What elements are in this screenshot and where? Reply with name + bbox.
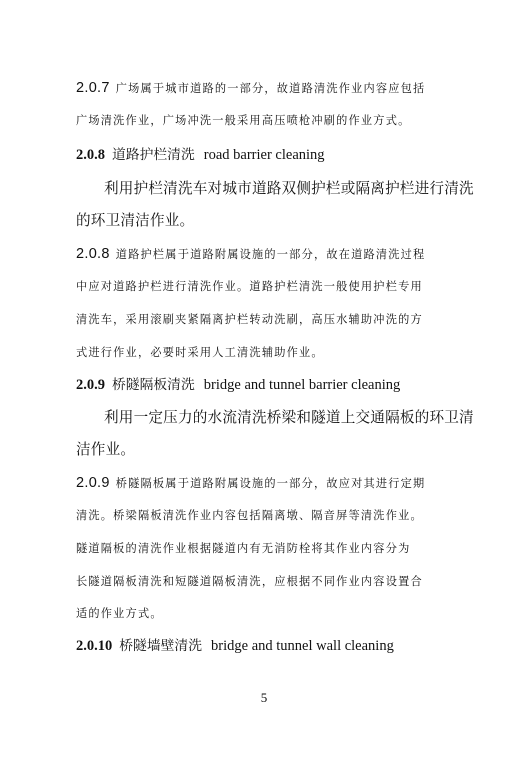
term-title-en: bridge and tunnel wall cleaning xyxy=(211,638,394,654)
explanation-2-0-9-line-2 xyxy=(76,506,466,526)
explanation-2-0-7-line-1 xyxy=(76,78,466,99)
term-title-zh: 桥隧墙壁清洗 xyxy=(119,638,203,654)
explanation-number: 2.0.9 xyxy=(76,475,110,491)
explanation-2-0-9-line-1 xyxy=(76,473,466,494)
explanation-text: 广场属于城市道路的一部分，故道路清洗作业内容应包括 xyxy=(115,82,426,95)
term-heading-2-0-10 xyxy=(76,636,466,656)
explanation-text: 隧道隔板的清洗作业根据隧道内有无消防栓将其作业内容分为 xyxy=(76,542,411,555)
explanation-2-0-8-line-2 xyxy=(76,277,466,297)
explanation-2-0-7-line-2 xyxy=(76,111,466,131)
explanation-2-0-8-line-3 xyxy=(76,310,466,330)
explanation-text: 道路护栏属于道路附属设施的一部分，故在道路清洗过程 xyxy=(115,248,426,261)
term-title-zh: 桥隧隔板清洗 xyxy=(112,377,195,393)
page-number: 5 xyxy=(260,690,268,705)
explanation-text: 式进行作业，必要时采用人工清洗辅助作业。 xyxy=(76,346,324,359)
term-title-zh: 道路护栏清洗 xyxy=(112,147,195,163)
definition-2-0-8-line-2 xyxy=(76,211,466,231)
definition-2-0-8-line-1 xyxy=(104,179,494,199)
explanation-2-0-9-line-4 xyxy=(76,572,466,592)
term-number: 2.0.8 xyxy=(76,147,105,163)
explanation-text: 中应对道路护栏进行清洗作业。道路护栏清洗一般使用护栏专用 xyxy=(76,280,423,293)
term-heading-2-0-9 xyxy=(76,375,466,395)
term-number: 2.0.10 xyxy=(76,638,113,654)
explanation-text: 清洗车，采用滚刷夹紧隔离护栏转动洗刷，高压水辅助冲洗的方 xyxy=(76,313,423,326)
definition-text: 利用一定压力的水流清洗桥梁和隧道上交通隔板的环卫清 xyxy=(104,409,474,426)
explanation-text: 长隧道隔板清洗和短隧道隔板清洗，应根据不同作业内容设置合 xyxy=(76,575,423,588)
explanation-2-0-8-line-1 xyxy=(76,244,466,265)
explanation-number: 2.0.8 xyxy=(76,246,110,262)
explanation-number: 2.0.7 xyxy=(76,80,110,96)
term-heading-2-0-8 xyxy=(76,145,466,165)
explanation-2-0-9-line-3 xyxy=(76,539,466,559)
definition-2-0-9-line-2 xyxy=(76,440,466,460)
explanation-text: 适的作业方式。 xyxy=(76,607,163,620)
term-title-en: road barrier cleaning xyxy=(203,147,325,163)
definition-text: 的环卫清洁作业。 xyxy=(76,212,195,229)
definition-text: 利用护栏清洗车对城市道路双侧护栏或隔离护栏进行清洗 xyxy=(104,180,474,197)
definition-text: 洁作业。 xyxy=(76,441,136,458)
explanation-text: 桥隧隔板属于道路附属设施的一部分，故应对其进行定期 xyxy=(115,477,426,490)
explanation-2-0-9-line-5 xyxy=(76,604,466,624)
term-number: 2.0.9 xyxy=(76,377,105,393)
explanation-text: 清洗。桥梁隔板清洗作业内容包括隔离墩、隔音屏等清洗作业。 xyxy=(76,509,423,522)
explanation-text: 广场清洗作业，广场冲洗一般采用高压喷枪冲刷的作业方式。 xyxy=(76,114,411,127)
explanation-2-0-8-line-4 xyxy=(76,343,466,363)
term-title-en: bridge and tunnel barrier cleaning xyxy=(203,377,401,393)
definition-2-0-9-line-1 xyxy=(104,408,494,428)
